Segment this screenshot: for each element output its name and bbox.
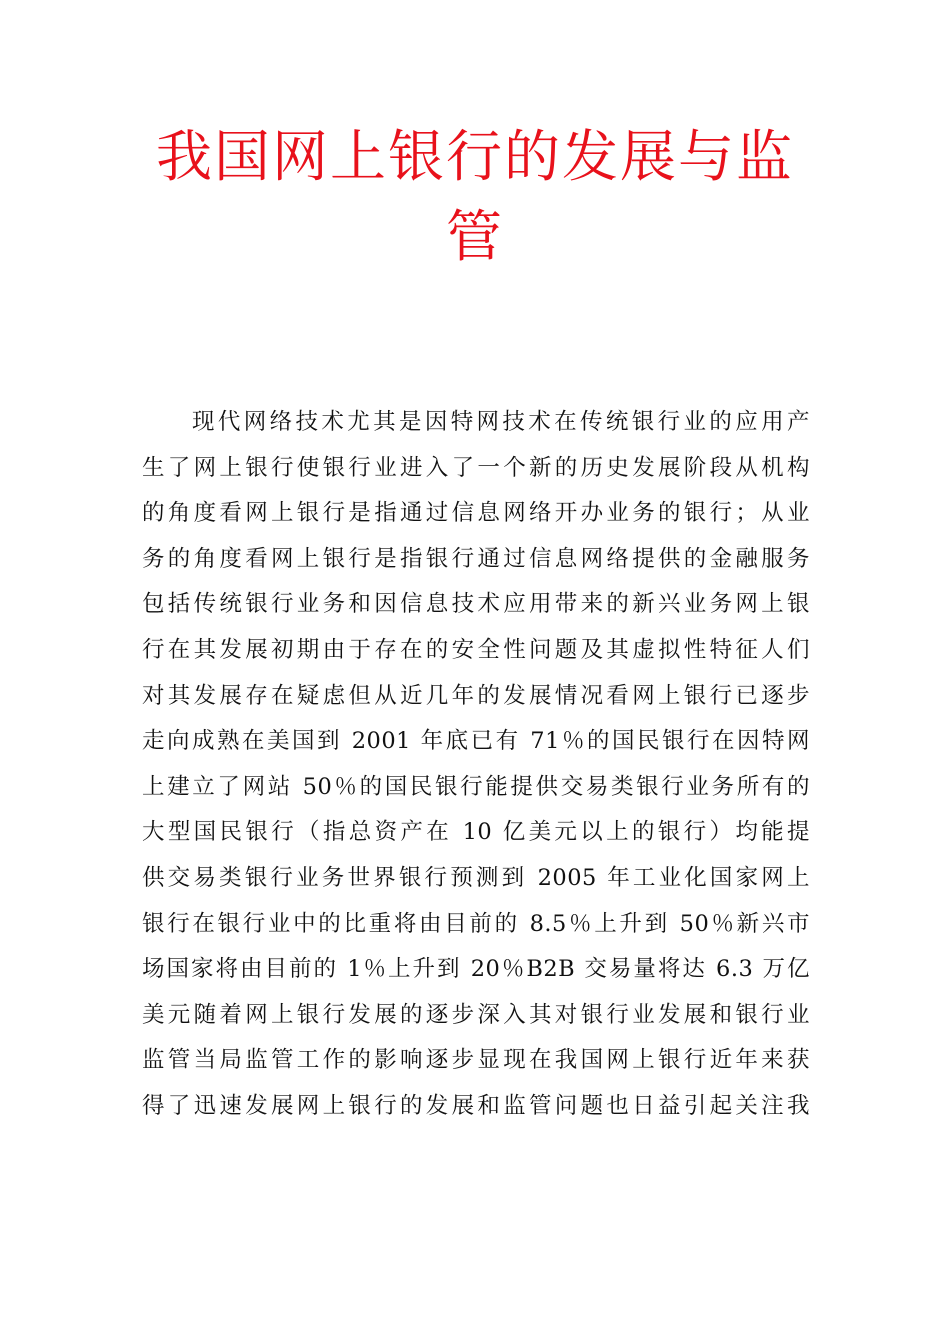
- document-body-paragraph: [142, 400, 810, 1130]
- body-line: 场国家将由目前的 1％上升到 20％B2B 交易量将达 6.3 万亿: [142, 956, 810, 983]
- body-line: 上建立了网站 50％的国民银行能提供交易类银行业务所有的: [142, 773, 810, 800]
- body-line: 走向成熟在美国到 2001 年底已有 71％的国民银行在因特网: [142, 728, 810, 755]
- body-line: 大型国民银行（指总资产在 10 亿美元以上的银行）均能提: [142, 819, 810, 846]
- body-line: 供交易类银行业务世界银行预测到 2005 年工业化国家网上: [142, 864, 810, 891]
- document-title: [140, 118, 810, 278]
- body-line: 生了网上银行使银行业进入了一个新的历史发展阶段从机构: [142, 454, 810, 481]
- body-line: 美元随着网上银行发展的逐步深入其对银行业发展和银行业: [142, 1001, 810, 1028]
- body-line: 行在其发展初期由于存在的安全性问题及其虚拟性特征人们: [142, 636, 810, 663]
- body-line: 的角度看网上银行是指通过信息网络开办业务的银行；从业: [142, 500, 810, 527]
- body-line: 现代网络技术尤其是因特网技术在传统银行业的应用产: [192, 409, 810, 435]
- body-line: 包括传统银行业务和因信息技术应用带来的新兴业务网上银: [142, 591, 810, 618]
- body-line: 对其发展存在疑虑但从近几年的发展情况看网上银行已逐步: [142, 682, 810, 709]
- body-line: 得了迅速发展网上银行的发展和监管问题也日益引起关注我: [142, 1092, 810, 1119]
- body-line: 银行在银行业中的比重将由目前的 8.5％上升到 50％新兴市: [142, 910, 810, 937]
- body-line: 监管当局监管工作的影响逐步显现在我国网上银行近年来获: [142, 1047, 810, 1074]
- document-title-line-2: 管: [446, 205, 504, 270]
- body-line: 务的角度看网上银行是指银行通过信息网络提供的金融服务: [142, 545, 810, 572]
- document-title-line-1: 我国网上银行的发展与监: [156, 125, 794, 190]
